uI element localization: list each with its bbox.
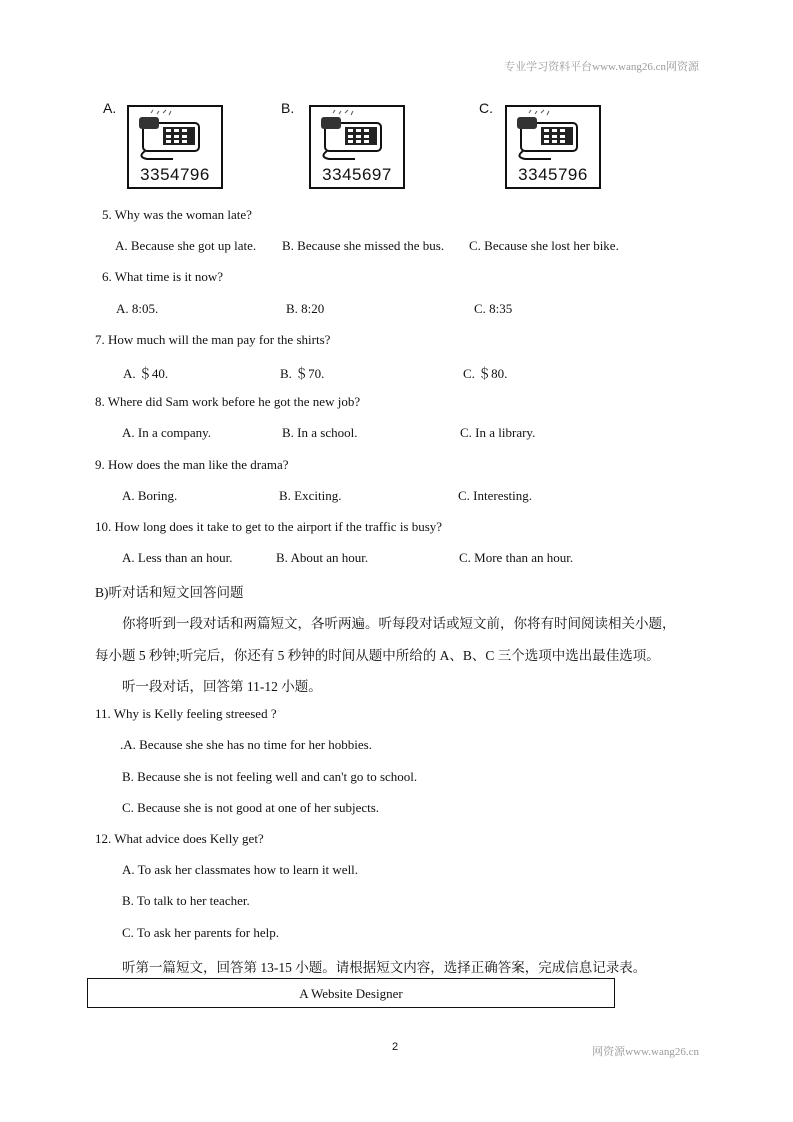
info-table-header (87, 978, 615, 1008)
section-b-instructions-1: 你将听到一段对话和两篇短文，各听两遍。听每段对话或短文前，你将有时间阅读相关小题， (122, 616, 676, 631)
option-letter: C. (479, 100, 493, 116)
question-9: 9. How does the man like the drama? (95, 457, 289, 472)
page-number: 2 (392, 1041, 399, 1053)
q9-option-c: C. Interesting. (458, 488, 533, 503)
q7-option-a: A. ＄40. (123, 366, 169, 381)
phone-option-c (479, 96, 619, 191)
q12-option-a: A. To ask her classmates how to learn it well. (122, 862, 359, 877)
question-10: 10. How long does it take to get to the airport if the traffic is busy? (95, 519, 443, 534)
q6-option-a: A. 8:05. (116, 301, 159, 316)
q6-option-c: C. 8:35 (474, 301, 513, 316)
question-12: 12. What advice does Kelly get? (95, 831, 264, 846)
telephone-icon (511, 109, 595, 161)
q11-option-c: C. Because she is not good at one of her subjects. (122, 800, 380, 815)
q5-option-c: C. Because she lost her bike. (469, 238, 619, 253)
q9-option-b: B. Exciting. (279, 488, 342, 503)
question-5: 5. Why was the woman late? (102, 207, 252, 222)
phone-option-a (103, 96, 243, 191)
question-8: 8. Where did Sam work before he got the new job? (95, 394, 361, 409)
option-letter: A. (103, 100, 117, 116)
q8-option-a: A. In a company. (122, 425, 212, 440)
q5-option-a: A. Because she got up late. (115, 238, 257, 253)
telephone-icon (315, 109, 399, 161)
section-b-title: B)听对话和短文回答问题 (95, 585, 244, 600)
question-7: 7. How much will the man pay for the shirts? (95, 332, 331, 347)
q8-option-b: B. In a school. (282, 425, 358, 440)
phone-number: 3354796 (140, 165, 210, 184)
q10-option-c: C. More than an hour. (459, 550, 574, 565)
phone-number: 3345796 (518, 165, 588, 184)
q11-option-b: B. Because she is not feeling well and can't go to school. (122, 769, 418, 784)
q7-option-b: B. ＄70. (280, 366, 325, 381)
phone-number: 3345697 (322, 165, 392, 184)
q11-option-a: .A. Because she she has no time for her hobbies. (120, 737, 372, 752)
question-6: 6. What time is it now? (102, 269, 224, 284)
option-letter: B. (281, 100, 295, 116)
q5-option-b: B. Because she missed the bus. (282, 238, 445, 253)
footer-watermark: 网资源www.wang26.cn (592, 1046, 699, 1058)
q12-option-b: B. To talk to her teacher. (122, 893, 250, 908)
header-watermark: 专业学习资料平台www.wang26.cn网资源 (504, 61, 699, 73)
q6-option-b: B. 8:20 (286, 301, 325, 316)
q10-option-b: B. About an hour. (276, 550, 369, 565)
passage-intro: 听第一篇短文，回答第 13-15 小题。请根据短文内容，选择正确答案，完成信息记录表。 (122, 960, 647, 975)
q12-option-c: C. To ask her parents for help. (122, 925, 279, 940)
q9-option-a: A. Boring. (122, 488, 178, 503)
table-title: A Website Designer (299, 986, 403, 1001)
phone-picture (505, 105, 601, 189)
phone-picture (127, 105, 223, 189)
section-b-instructions-2: 每小题 5 秒钟;听完后，你还有 5 秒钟的时间从题中所给的 A、B、C 三个选项中选出最佳选项。 (95, 648, 660, 663)
dialog-intro: 听一段对话，回答第 11-12 小题。 (122, 679, 322, 694)
phone-options (0, 96, 793, 196)
q8-option-c: C. In a library. (460, 425, 536, 440)
q10-option-a: A. Less than an hour. (122, 550, 233, 565)
phone-picture (309, 105, 405, 189)
phone-option-b (281, 96, 421, 191)
telephone-icon (133, 109, 217, 161)
question-11: 11. Why is Kelly feeling streesed ? (95, 706, 277, 721)
q7-option-c: C. ＄80. (463, 366, 508, 381)
